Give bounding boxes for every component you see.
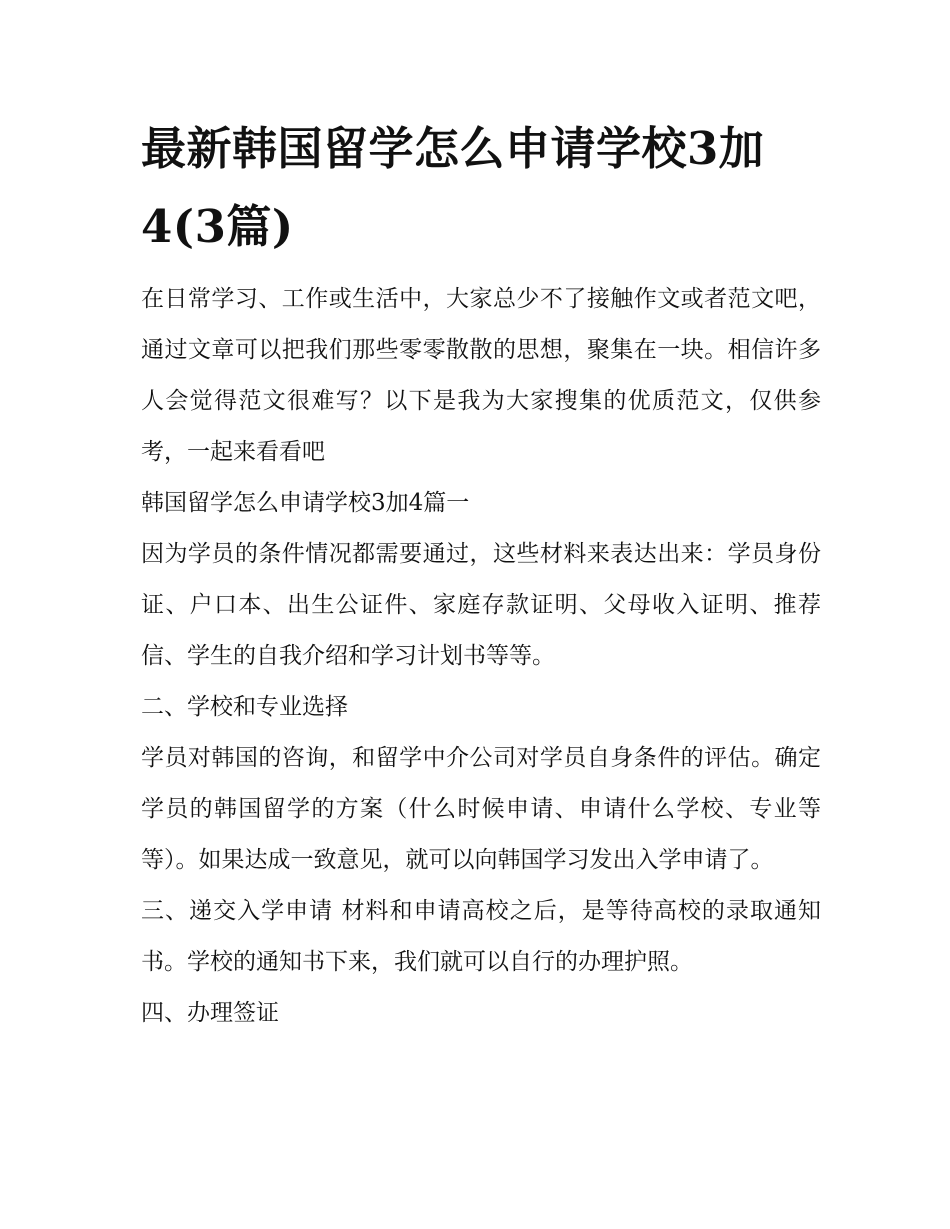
body-paragraph: 因为学员的条件情况都需要通过，这些材料来表达出来：学员身份证、户口本、出生公证件、家庭存款证明、父母收入证明、推荐信、学生的自我介绍和学习计划书等等。 [141, 541, 821, 669]
document-body [141, 274, 821, 1039]
step-heading: 二、学校和专业选择 [141, 694, 348, 720]
step-heading: 四、办理签证 [141, 1000, 279, 1026]
step-paragraph: 三、递交入学申请 材料和申请高校之后，是等待高校的录取通知书。学校的通知书下来，我们就可以自行的办理护照。 [141, 898, 821, 975]
intro-paragraph: 在日常学习、工作或生活中，大家总少不了接触作文或者范文吧，通过文章可以把我们那些零零散散的思想，聚集在一块。相信许多人会觉得范文很难写？以下是我为大家搜集的优质范文，仅供参考，一起来看看吧 [141, 286, 821, 465]
document-title: 最新韩国留学怎么申请学校3加4(3篇) [141, 122, 765, 253]
section-heading: 韩国留学怎么申请学校3加4篇一 [141, 490, 470, 516]
body-paragraph: 学员对韩国的咨询，和留学中介公司对学员自身条件的评估。确定学员的韩国留学的方案（什么时候申请、申请什么学校、专业等等）。如果达成一致意见，就可以向韩国学习发出入学申请了。 [141, 745, 821, 873]
